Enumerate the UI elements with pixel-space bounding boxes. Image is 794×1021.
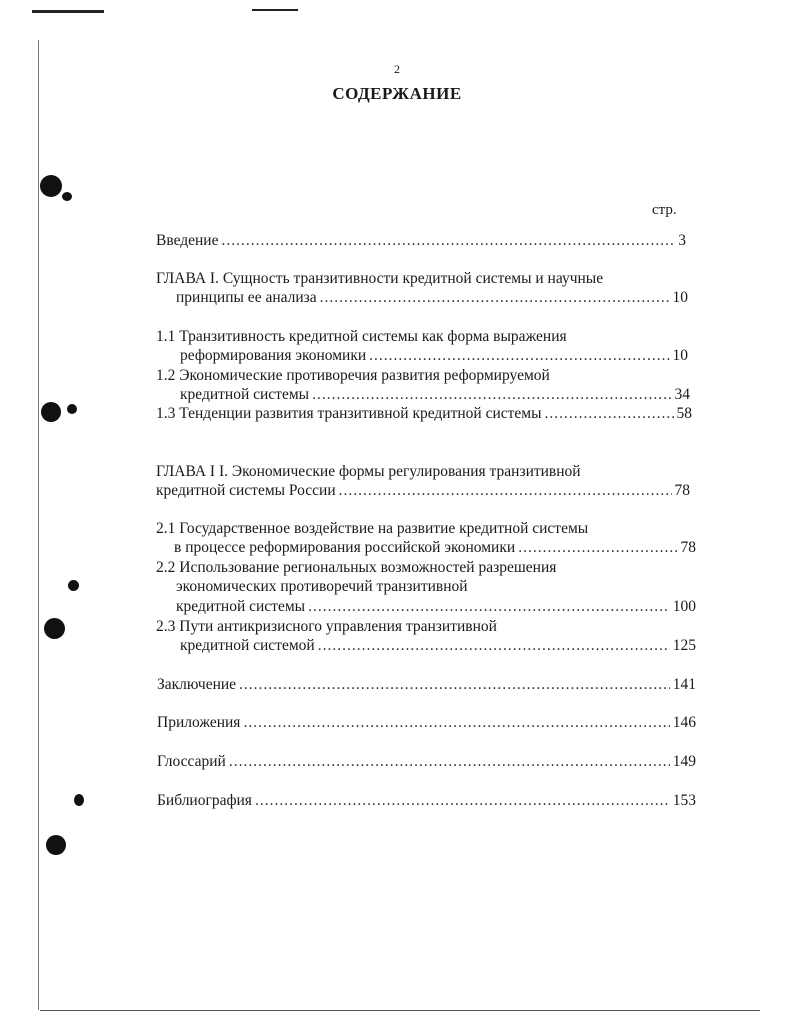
toc-leader-dots (318, 636, 670, 655)
toc-entry-text: 1.3 Тенденции развития транзитивной кредитной системы (156, 405, 542, 422)
page-column-label: стр. (652, 202, 677, 218)
toc-entry-text: ГЛАВА I I. Экономические формы регулирования транзитивной (156, 463, 581, 480)
page-number: 2 (394, 62, 400, 76)
toc-entry-text: кредитной системой (180, 637, 315, 654)
toc-entry-chapter-2-cont (156, 481, 690, 500)
toc-entry-text: кредитной системы (176, 598, 306, 615)
toc-entry-page: 149 (672, 753, 696, 770)
toc-entry-page: 10 (672, 289, 688, 306)
toc-entry-text: ГЛАВА I. Сущность транзитивности кредитной системы и научные (156, 270, 604, 287)
toc-entry-1-3 (156, 404, 692, 423)
toc-entry-introduction (156, 231, 686, 250)
toc-entry-text: принципы ее анализа (176, 289, 317, 306)
toc-entry-2-1 (156, 519, 588, 538)
toc-entry-text: экономических противоречий транзитивной (176, 578, 468, 595)
toc-entry-chapter-1 (156, 269, 603, 288)
toc-entry-page: 10 (672, 347, 688, 364)
punch-hole-3 (68, 580, 79, 591)
scan-mark-top-center (252, 9, 298, 11)
toc-entry-2-3-cont (180, 636, 696, 655)
toc-entry-text: Введение (156, 232, 219, 249)
toc-entry-page: 125 (672, 637, 696, 654)
toc-entry-text: 1.2 Экономические противоречия развития реформируемой (156, 367, 550, 384)
toc-entry-1-1-cont (180, 346, 688, 365)
toc-entry-text: Заключение (157, 676, 237, 693)
toc-entry-text: 2.3 Пути антикризисного управления транзитивной (156, 618, 497, 635)
punch-hole-5 (74, 794, 84, 806)
toc-entry-conclusion (157, 675, 696, 694)
toc-entry-text: кредитной системы (180, 386, 310, 403)
toc-entry-page: 153 (672, 792, 696, 809)
toc-entry-chapter-1-cont (176, 288, 688, 307)
toc-entry-page: 34 (674, 386, 690, 403)
punch-hole-2 (41, 402, 61, 422)
toc-entry-glossary (157, 752, 696, 771)
toc-entry-1-2 (156, 366, 550, 385)
toc-leader-dots (229, 752, 670, 771)
toc-leader-dots (320, 288, 670, 307)
scan-mark-top-left (32, 10, 104, 13)
punch-hole-1b (62, 192, 72, 201)
toc-entry-2-2-cont (176, 577, 468, 596)
toc-entry-2-3 (156, 617, 497, 636)
toc-entry-text: Приложения (157, 714, 241, 731)
punch-hole-6 (46, 835, 66, 855)
punch-hole-4 (44, 618, 65, 639)
toc-entry-page: 146 (672, 714, 696, 731)
toc-leader-dots (243, 713, 669, 732)
toc-entry-text: кредитной системы России (156, 482, 336, 499)
toc-entry-1-1 (156, 327, 567, 346)
toc-entry-2-2-cont2 (176, 597, 696, 616)
toc-entry-appendices (157, 713, 696, 732)
toc-leader-dots (545, 404, 674, 423)
toc-entry-1-2-cont (180, 385, 690, 404)
toc-entry-page: 58 (676, 405, 692, 422)
toc-leader-dots (339, 481, 672, 500)
toc-entry-text: реформирования экономики (180, 347, 367, 364)
toc-entry-text: 2.2 Использование региональных возможностей разрешения (156, 559, 557, 576)
toc-entry-2-2 (156, 558, 556, 577)
toc-leader-dots (221, 231, 675, 250)
toc-leader-dots (255, 791, 670, 810)
toc-entry-2-1-cont (174, 538, 696, 557)
toc-entry-page: 78 (674, 482, 690, 499)
punch-hole-1 (40, 175, 62, 197)
toc-leader-dots (312, 385, 671, 404)
scan-bottom-edge-line (40, 1010, 760, 1011)
toc-entry-page: 141 (672, 676, 696, 693)
toc-entry-text: Библиография (157, 792, 252, 809)
toc-leader-dots (518, 538, 677, 557)
toc-entry-page: 100 (672, 598, 696, 615)
punch-hole-2b (67, 404, 77, 414)
toc-entry-page: 3 (678, 232, 686, 249)
scan-left-edge-line (38, 40, 39, 1010)
toc-entry-page: 78 (680, 539, 696, 556)
toc-leader-dots (308, 597, 670, 616)
toc-entry-text: в процессе реформирования российской экономики (174, 539, 516, 556)
toc-leader-dots (239, 675, 670, 694)
toc-entry-text: 1.1 Транзитивность кредитной системы как форма выражения (156, 328, 567, 345)
toc-entry-text: 2.1 Государственное воздействие на развитие кредитной системы (156, 520, 589, 537)
toc-leader-dots (369, 346, 669, 365)
toc-entry-bibliography (157, 791, 696, 810)
page-title: СОДЕРЖАНИЕ (332, 84, 462, 103)
toc-entry-chapter-2 (156, 462, 581, 481)
toc-entry-text: Глоссарий (157, 753, 226, 770)
